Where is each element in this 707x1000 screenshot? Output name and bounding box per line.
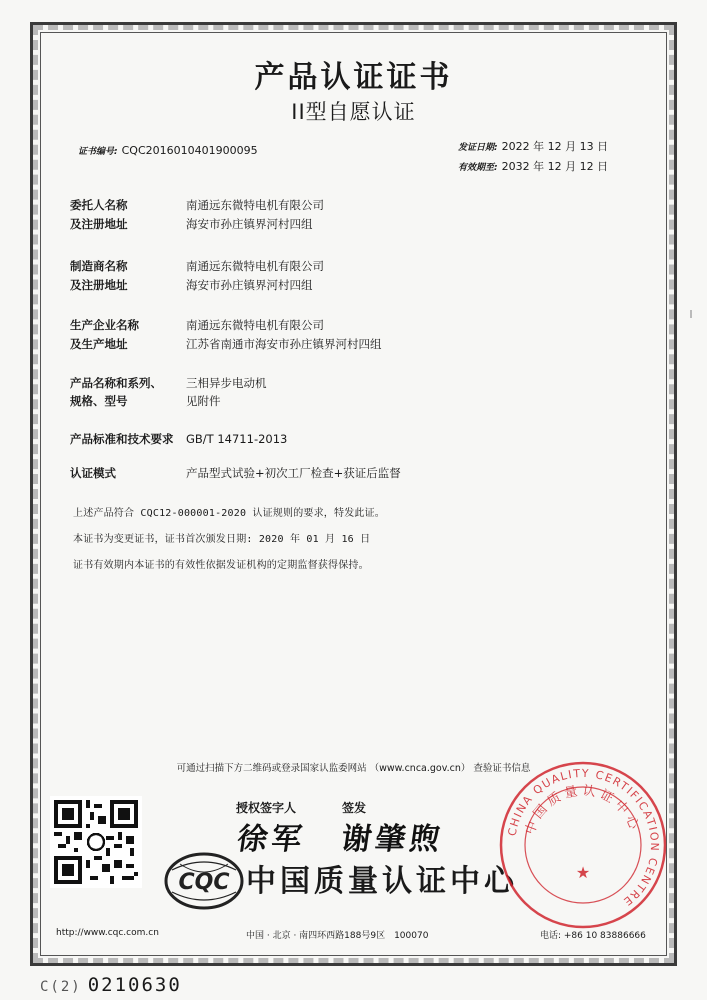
footer-website[interactable]: http://www.cqc.com.cn (56, 928, 159, 938)
serial-prefix: C(2) (40, 979, 82, 995)
serial-value: 0210630 (87, 974, 182, 996)
svg-text:CQC: CQC (178, 870, 230, 895)
certificate-subtitle: II型自愿认证 (291, 100, 416, 124)
field-value: 产品型式试验+初次工厂检查+获证后监督 (186, 466, 401, 480)
field-value: 海安市孙庄镇界河村四组 (186, 217, 313, 231)
field-value: 江苏省南通市海安市孙庄镇界河村四组 (186, 337, 382, 351)
certificate-title: 产品认证证书 (254, 60, 453, 95)
field-value: 海安市孙庄镇界河村四组 (186, 278, 313, 292)
serial-number (40, 974, 182, 996)
svg-text:中国质量认证中心: 中国质量认证中心 (522, 783, 643, 837)
field-label: 产品标准和技术要求 (70, 432, 174, 446)
field-label: 制造商名称 (70, 259, 128, 273)
issue-date-value: 2022 年 12 月 13 日 (501, 140, 609, 153)
valid-until-label: 有效期至: (458, 163, 498, 173)
footer-address: 中国 · 北京 · 南四环西路188号9区 100070 (246, 931, 429, 941)
field-value: GB/T 14711-2013 (186, 432, 288, 446)
issue-date-label: 发证日期: (458, 143, 498, 153)
svg-text:CHINA QUALITY CERTIFICATION CE: CHINA QUALITY CERTIFICATION CENTRE (505, 766, 662, 909)
authorized-signature: 徐军 (235, 822, 308, 857)
field-value: 南通远东微特电机有限公司 (186, 259, 324, 273)
official-seal-icon (498, 760, 668, 930)
issuer-label: 签发 (342, 801, 367, 815)
organization-name: 中国质量认证中心 (246, 864, 518, 899)
field-value: 三相异步电动机 (186, 376, 267, 390)
field-label: 及生产地址 (70, 337, 128, 351)
issue-date (458, 138, 608, 154)
field-value: 见附件 (186, 394, 221, 408)
field-label: 认证模式 (70, 466, 116, 480)
qr-code-icon[interactable] (50, 796, 142, 888)
authorized-signatory-label: 授权签字人 (236, 801, 297, 815)
field-label: 产品名称和系列、 (70, 376, 162, 390)
cqc-logo-icon (162, 850, 246, 912)
field-label: 委托人名称 (70, 198, 128, 212)
valid-until (458, 158, 608, 174)
statement: 本证书为变更证书，证书首次颁发日期: 2020 年 01 月 16 日 (73, 534, 371, 545)
footer-phone: 电话: +86 10 83886666 (540, 931, 646, 941)
field-value: 南通远东微特电机有限公司 (186, 198, 324, 212)
statement: 证书有效期内本证书的有效性依据发证机构的定期监督获得保持。 (73, 560, 369, 571)
issuer-signature: 谢肇煦 (339, 822, 446, 857)
field-label: 及注册地址 (70, 217, 128, 231)
field-label: 生产企业名称 (70, 318, 139, 332)
field-value: 南通远东微特电机有限公司 (186, 318, 324, 332)
statement: 上述产品符合 CQC12-000001-2020 认证规则的要求，特发此证。 (73, 508, 385, 519)
svg-text:★: ★ (575, 863, 591, 882)
field-label: 规格、型号 (70, 394, 128, 408)
verification-note: 可通过扫描下方二维码或登录国家认监委网站 （www.cnca.gov.cn） 查验证书信息 (176, 763, 531, 774)
field-label: 及注册地址 (70, 278, 128, 292)
edge-mark (690, 310, 692, 318)
valid-until-value: 2032 年 12 月 12 日 (501, 160, 609, 173)
certificate-number (78, 144, 258, 157)
certificate-number-label: 证书编号: (78, 147, 118, 157)
certificate-number-value: CQC2016010401900095 (121, 144, 258, 157)
